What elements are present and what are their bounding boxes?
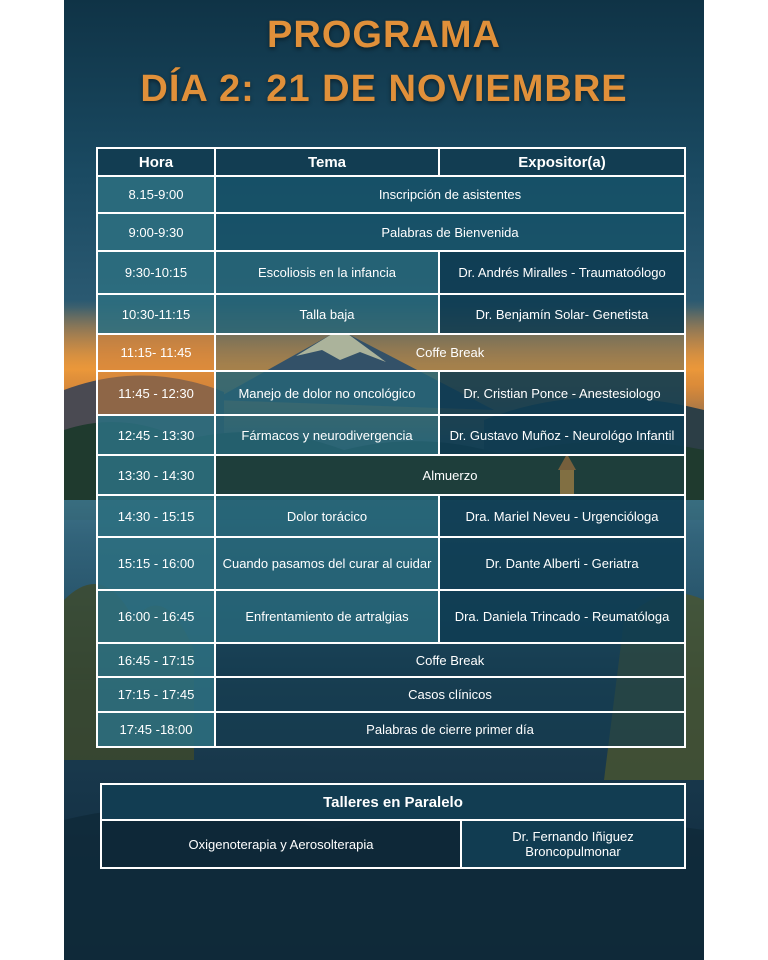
schedule-row [97,712,685,747]
row-topic: Cuando pasamos del curar al cuidar [215,537,439,590]
schedule-row [97,294,685,334]
schedule-row [97,371,685,415]
row-topic: Enfrentamiento de artralgias [215,590,439,643]
row-time: 14:30 - 15:15 [97,495,215,537]
row-speaker: Dr. Dante Alberti - Geriatra [439,537,685,590]
schedule-row [97,415,685,455]
row-speaker: Dra. Daniela Trincado - Reumatóloga [439,590,685,643]
schedule-header-row [97,148,685,176]
row-activity: Inscripción de asistentes [215,176,685,213]
row-activity: Palabras de cierre primer día [215,712,685,747]
schedule-row [97,590,685,643]
program-date: DÍA 2: 21 DE NOVIEMBRE [140,68,628,110]
row-time: 11:15- 11:45 [97,334,215,371]
schedule-row [97,643,685,677]
workshop-speaker-name: Dr. Fernando Iñiguez [512,829,634,844]
workshops-title: Talleres en Paralelo [101,784,685,820]
schedule-row [97,334,685,371]
row-speaker: Dra. Mariel Neveu - Urgencióloga [439,495,685,537]
schedule-row [97,455,685,495]
row-speaker: Dr. Andrés Miralles - Traumatoólogo [439,251,685,294]
row-time: 17:45 -18:00 [97,712,215,747]
workshops-header-row [101,784,685,820]
row-speaker: Dr. Cristian Ponce - Anestesiologo [439,371,685,415]
row-activity: Palabras de Bienvenida [215,213,685,251]
row-time: 9:00-9:30 [97,213,215,251]
row-activity: Coffe Break [215,334,685,371]
row-time: 8.15-9:00 [97,176,215,213]
row-activity: Coffe Break [215,643,685,677]
workshop-name: Oxigenoterapia y Aerosolterapia [101,820,461,868]
row-time: 13:30 - 14:30 [97,455,215,495]
row-topic: Manejo de dolor no oncológico [215,371,439,415]
row-time: 15:15 - 16:00 [97,537,215,590]
row-time: 9:30-10:15 [97,251,215,294]
row-speaker: Dr. Benjamín Solar- Genetista [439,294,685,334]
schedule-row [97,251,685,294]
row-activity: Almuerzo [215,455,685,495]
row-speaker: Dr. Gustavo Muñoz - Neurológo Infantil [439,415,685,455]
row-topic: Talla baja [215,294,439,334]
row-time: 12:45 - 13:30 [97,415,215,455]
workshop-row [101,820,685,868]
row-topic: Escoliosis en la infancia [215,251,439,294]
schedule-row [97,537,685,590]
program-poster [64,0,704,960]
workshops-table [100,783,686,869]
row-topic: Dolor torácico [215,495,439,537]
row-activity: Casos clínicos [215,677,685,712]
header-expositor: Expositor(a) [439,148,685,176]
row-time: 10:30-11:15 [97,294,215,334]
header-tema: Tema [215,148,439,176]
row-topic: Fármacos y neurodivergencia [215,415,439,455]
program-title: PROGRAMA [267,14,501,56]
row-time: 16:45 - 17:15 [97,643,215,677]
row-time: 11:45 - 12:30 [97,371,215,415]
row-time: 16:00 - 16:45 [97,590,215,643]
schedule-table [96,147,686,748]
workshop-speaker-role: Broncopulmonar [525,844,621,859]
schedule-row [97,176,685,213]
schedule-row [97,213,685,251]
header-hora: Hora [97,148,215,176]
workshop-speaker [461,820,685,868]
schedule-row [97,677,685,712]
schedule-row [97,495,685,537]
row-time: 17:15 - 17:45 [97,677,215,712]
